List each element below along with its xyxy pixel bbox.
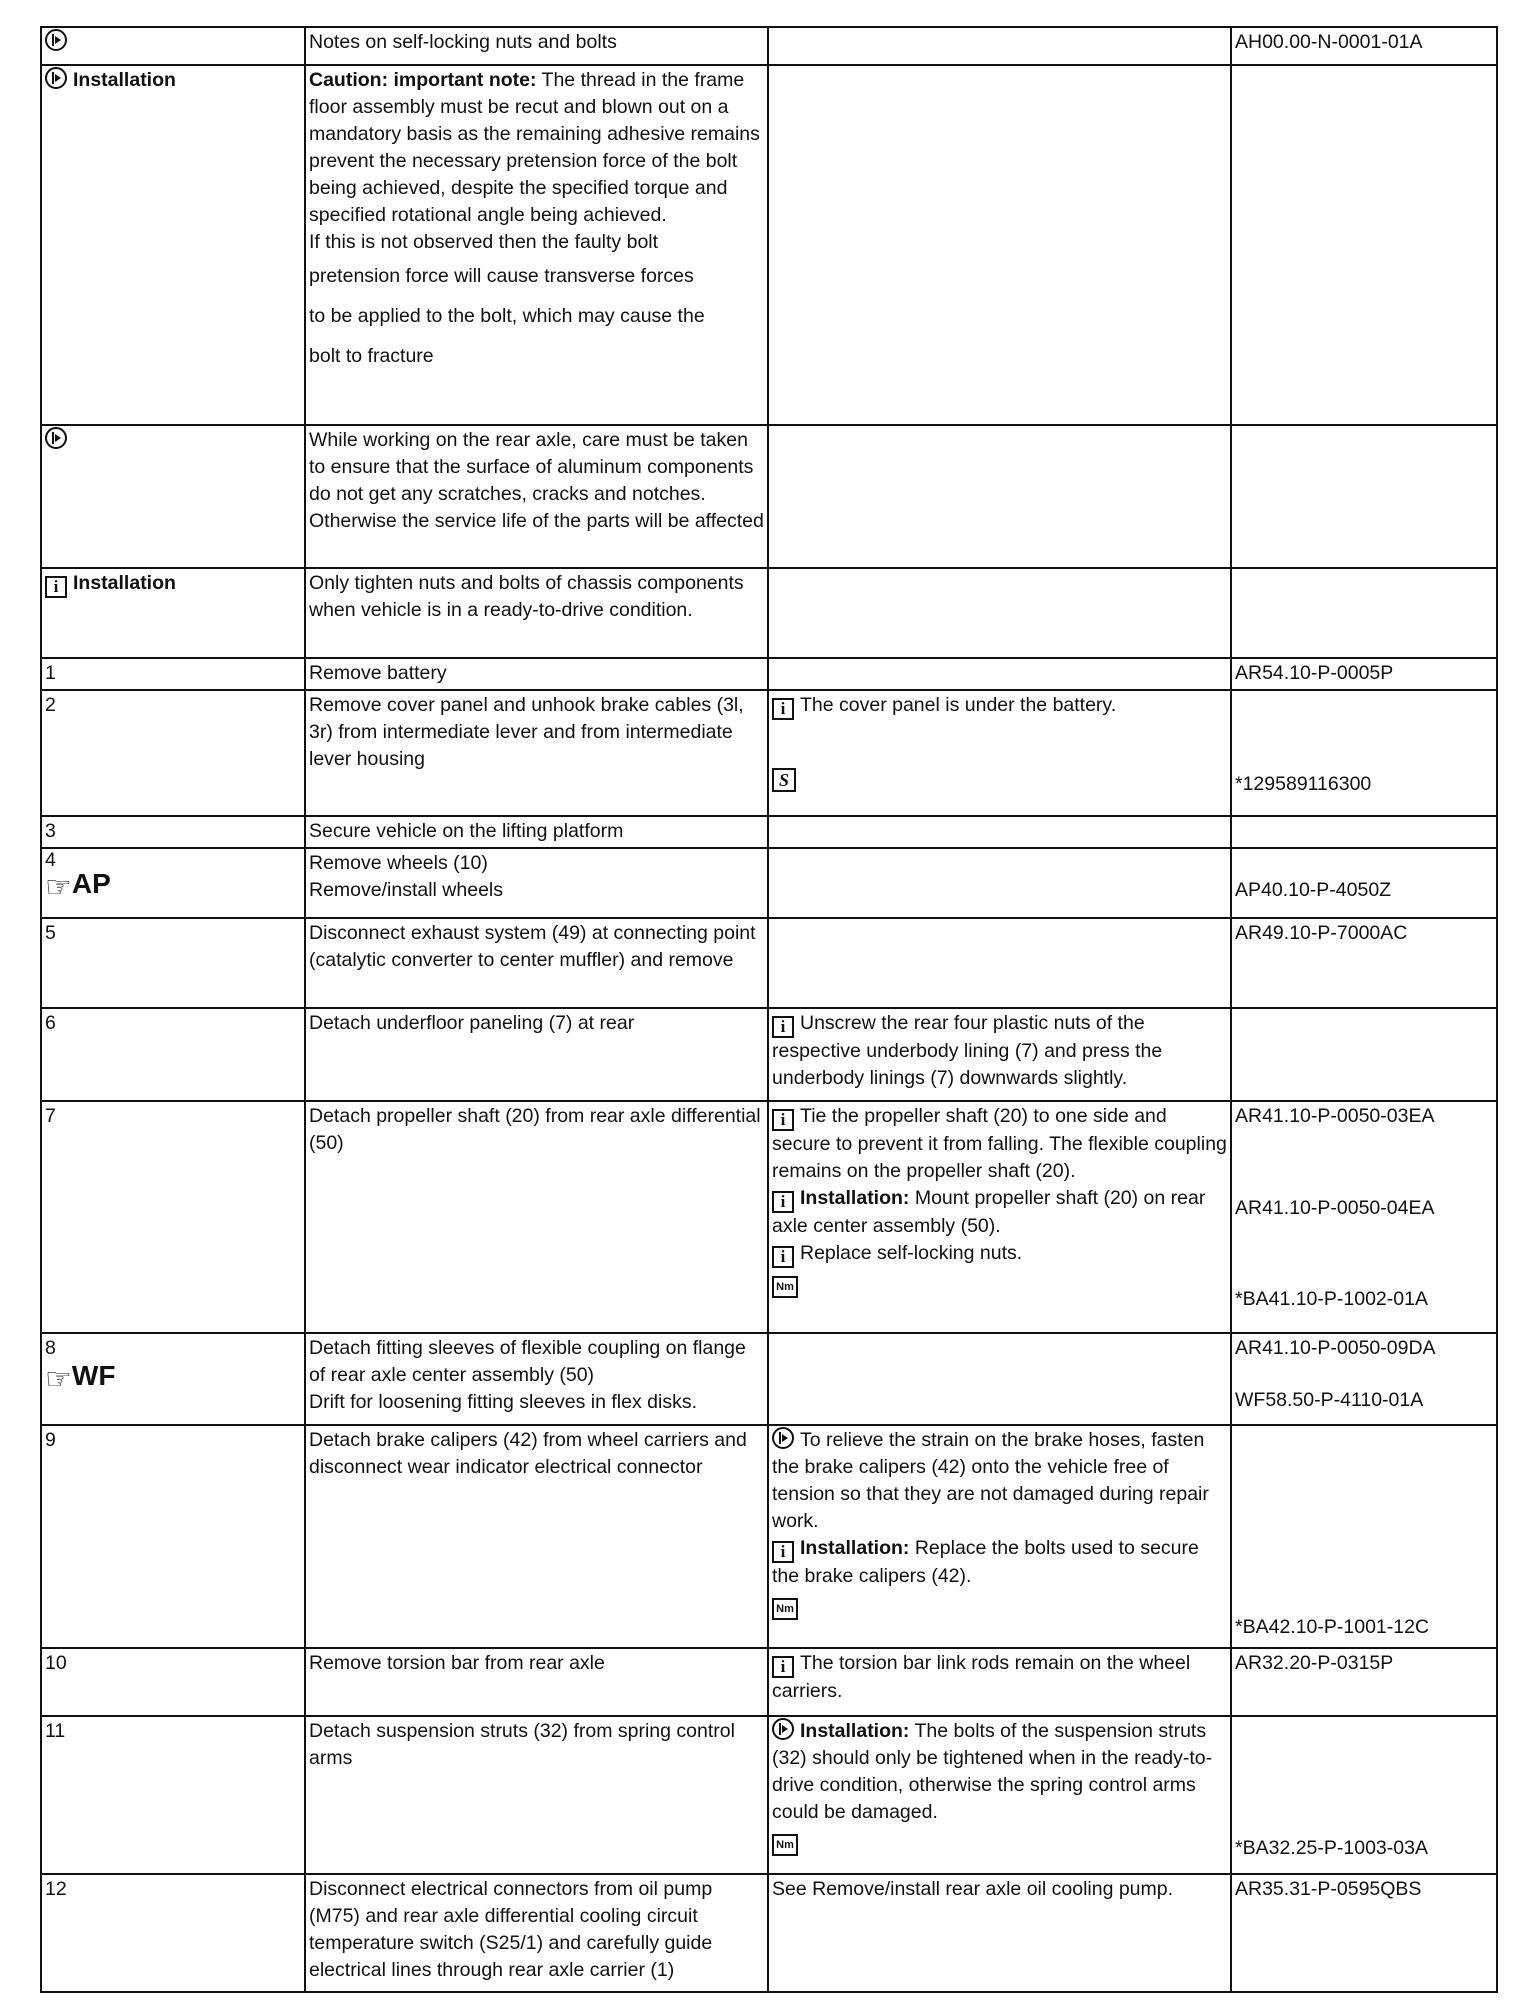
info-text: Unscrew the rear four plastic nuts of the respective underbody lining (7) and press the underbody linings (7) downwards slightly. — [772, 1012, 1163, 1089]
row-label: Installation — [73, 572, 176, 594]
step-text: Detach fitting sleeves of flexible coupling on flange of rear axle center assembly (50) — [309, 1337, 746, 1386]
reference-link[interactable]: WF58.50-P-4110-01A — [1235, 1389, 1424, 1411]
step-text: Remove battery — [305, 658, 768, 690]
note-icon — [772, 1718, 794, 1740]
step-number: 12 — [41, 1874, 305, 1992]
reference-link[interactable]: AR41.10-P-0050-03EA — [1235, 1105, 1435, 1127]
table-row — [41, 425, 1497, 568]
info-text: Tie the propeller shaft (20) to one side and secure to prevent it from falling. The flexible coupling remains on the propeller shaft (20). — [772, 1105, 1227, 1182]
info-icon: i — [772, 1656, 794, 1678]
reference-link[interactable]: AR54.10-P-0005P — [1231, 658, 1497, 690]
step-number: 5 — [41, 918, 305, 1008]
installation-heading: Installation: — [800, 1720, 910, 1742]
reference-link[interactable]: *BA42.10-P-1001-12C — [1235, 1616, 1430, 1638]
step-text: Disconnect exhaust system (49) at connecting point (catalytic converter to center muffler) and remove — [305, 918, 768, 1008]
caution-text: to be applied to the bolt, which may cause the — [309, 305, 705, 327]
step-text: Drift for loosening fitting sleeves in flex disks. — [309, 1391, 698, 1413]
table-row — [41, 1008, 1497, 1101]
step-number: 11 — [41, 1716, 305, 1874]
table-row — [41, 1648, 1497, 1716]
note-icon — [45, 29, 67, 51]
step-number: 1 — [41, 658, 305, 690]
caution-text: pretension force will cause transverse forces — [309, 265, 694, 287]
step-number: 10 — [41, 1648, 305, 1716]
caution-text: If this is not observed then the faulty bolt — [309, 231, 659, 253]
step-number: 9 — [41, 1425, 305, 1648]
step-text: Detach suspension struts (32) from spring control arms — [305, 1716, 768, 1874]
reference-link[interactable]: *BA32.25-P-1003-03A — [1235, 1837, 1428, 1859]
step-text: Remove/install wheels — [309, 879, 504, 901]
step-text: Detach propeller shaft (20) from rear axle differential (50) — [305, 1101, 768, 1333]
step-text: Disconnect electrical connectors from oil pump (M75) and rear axle differential cooling circuit temperature switch (S25/1) and carefully guide electrical lines through rear axle carrier (1) — [305, 1874, 768, 1992]
info-text: The cover panel is under the battery. — [800, 694, 1117, 716]
reference-link[interactable]: *BA41.10-P-1002-01A — [1235, 1288, 1428, 1310]
info-icon: i — [772, 1191, 794, 1213]
table-row — [41, 848, 1497, 918]
info-icon: i — [772, 1541, 794, 1563]
step-text: Only tighten nuts and bolts of chassis components when vehicle is in a ready-to-drive condition. — [305, 568, 768, 658]
torque-nm-icon: Nm — [772, 1834, 798, 1856]
step-text: Remove wheels (10) — [309, 852, 488, 874]
reference-link[interactable]: *129589116300 — [1235, 773, 1372, 795]
info-icon: i — [772, 1109, 794, 1131]
reference-link[interactable]: AR41.10-P-0050-04EA — [1235, 1197, 1435, 1219]
torque-nm-icon: Nm — [772, 1276, 798, 1298]
step-text: Detach underfloor paneling (7) at rear — [305, 1008, 768, 1101]
caution-text: The thread in the frame floor assembly must be recut and blown out on a mandatory basis as the remaining adhesive remains prevent the necessary pretension force of the bolt being achieved, despite the specified torque and specified rotational angle being achieved. — [309, 69, 760, 226]
table-row — [41, 1425, 1497, 1648]
step-number: 4 — [45, 849, 56, 871]
table-row — [41, 27, 1497, 65]
reference-link[interactable]: AR41.10-P-0050-09DA — [1235, 1337, 1436, 1359]
caution-text: bolt to fracture — [309, 345, 434, 367]
table-row — [41, 1874, 1497, 1992]
reference-link[interactable]: AH00.00-N-0001-01A — [1231, 27, 1497, 65]
info-text: The torsion bar link rods remain on the wheel carriers. — [772, 1652, 1191, 1702]
table-row — [41, 658, 1497, 690]
step-text: While working on the rear axle, care must be taken to ensure that the surface of aluminum components do not get any scratches, cracks and notches. Otherwise the service life of the parts will be affected — [305, 425, 768, 568]
installation-heading: Installation: — [800, 1187, 910, 1209]
step-number: 3 — [41, 816, 305, 848]
table-row — [41, 918, 1497, 1008]
step-text: Notes on self-locking nuts and bolts — [305, 27, 768, 65]
pointing-hand-icon: ☞ — [45, 1363, 72, 1396]
pointing-hand-icon: ☞ — [45, 871, 72, 904]
note-icon — [772, 1427, 794, 1449]
caution-heading: Caution: important note: — [309, 69, 537, 91]
table-row — [41, 568, 1497, 658]
table-row — [41, 1716, 1497, 1874]
info-icon: i — [772, 698, 794, 720]
info-icon: i — [45, 576, 67, 598]
step-text: Secure vehicle on the lifting platform — [305, 816, 768, 848]
step-number: 7 — [41, 1101, 305, 1333]
info-text: To relieve the strain on the brake hoses, fasten the brake calipers (42) onto the vehicle free of tension so that they are not damaged during repair work. — [772, 1429, 1209, 1532]
note-icon — [45, 67, 67, 89]
reference-link[interactable]: AR49.10-P-7000AC — [1231, 918, 1497, 1008]
row-label: Installation — [73, 69, 176, 91]
info-text: Mount propeller shaft (20) on rear axle center assembly (50). — [772, 1187, 1206, 1237]
step-number: 6 — [41, 1008, 305, 1101]
step-number: 2 — [41, 690, 305, 816]
table-row — [41, 690, 1497, 816]
installation-heading: Installation: — [800, 1537, 910, 1559]
special-tool-icon: S — [772, 768, 796, 792]
step-text: Detach brake calipers (42) from wheel carriers and disconnect wear indicator electrical connector — [305, 1425, 768, 1648]
hand-label: WF — [71, 1360, 116, 1391]
info-text: Replace self-locking nuts. — [800, 1242, 1023, 1264]
info-text: The bolts of the suspension struts (32) should only be tightened when in the ready-to-drive condition, otherwise the spring control arms could be damaged. — [772, 1720, 1213, 1823]
step-text: Remove torsion bar from rear axle — [305, 1648, 768, 1716]
table-row — [41, 65, 1497, 425]
table-row — [41, 816, 1497, 848]
table-row — [41, 1101, 1497, 1333]
hand-label: AP — [71, 868, 111, 899]
reference-link[interactable]: AR32.20-P-0315P — [1231, 1648, 1497, 1716]
info-text: See Remove/install rear axle oil cooling pump. — [768, 1874, 1231, 1992]
info-icon: i — [772, 1016, 794, 1038]
info-text: Replace the bolts used to secure the brake calipers (42). — [772, 1537, 1199, 1587]
torque-nm-icon: Nm — [772, 1598, 798, 1620]
reference-link[interactable]: AR35.31-P-0595QBS — [1231, 1874, 1497, 1992]
step-text: Remove cover panel and unhook brake cables (3l, 3r) from intermediate lever and from intermediate lever housing — [305, 690, 768, 816]
table-row — [41, 1333, 1497, 1425]
reference-link[interactable]: AP40.10-P-4050Z — [1235, 879, 1392, 901]
step-number: 8 — [45, 1337, 56, 1359]
info-icon: i — [772, 1246, 794, 1268]
procedure-table — [40, 26, 1498, 1993]
note-icon — [45, 427, 67, 449]
